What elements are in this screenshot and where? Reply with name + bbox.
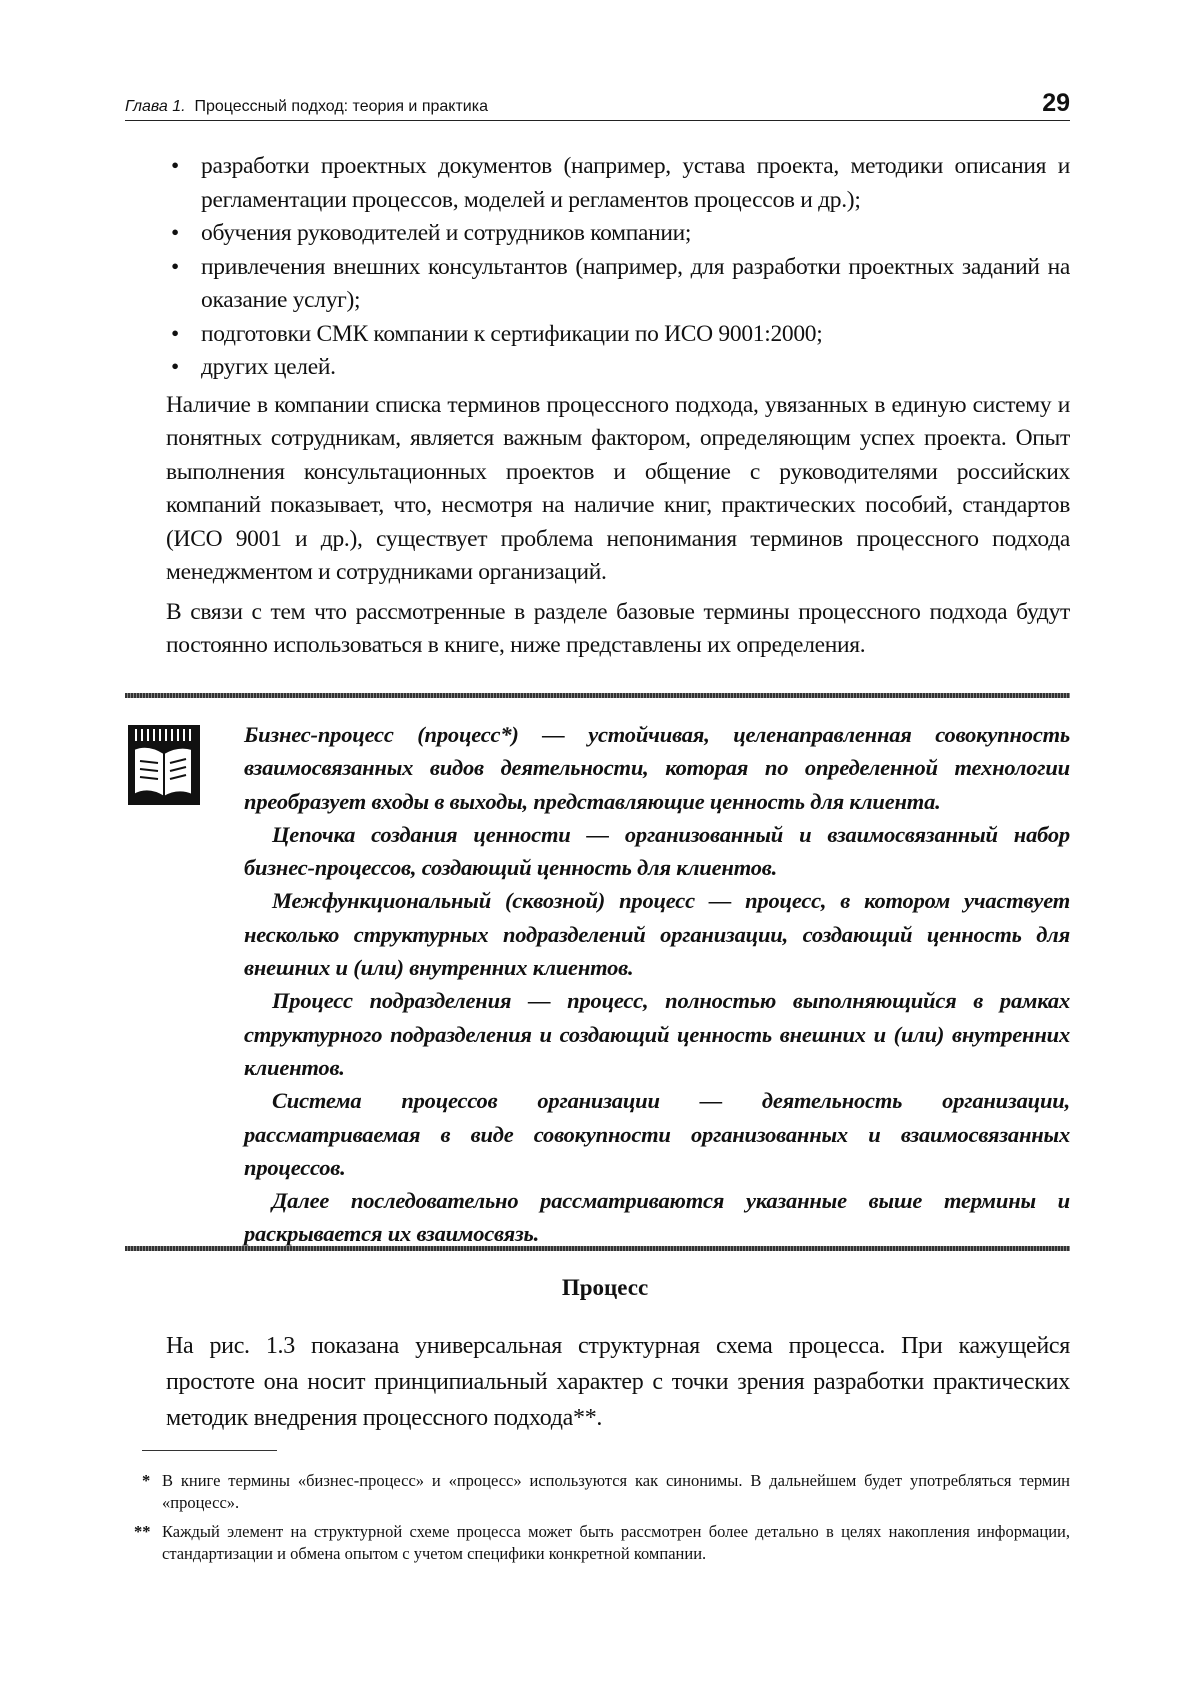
section-paragraph xyxy=(166,1328,1070,1436)
paragraph: В связи с тем что рассмотренные в разделе базовые термины процессного подхода будут постоянно использоваться в книге, ниже представлены их определения. xyxy=(166,598,1070,658)
book-icon xyxy=(128,725,200,805)
footnote-mark: * xyxy=(142,1471,151,1490)
list-item: • других целей. xyxy=(166,351,1070,385)
page-number: 29 xyxy=(1042,89,1070,117)
definition-process-system: Система процессов организации — деятельность организации, рассматриваемая в виде совокупности организованных и взаимосвязанных процессов. xyxy=(244,1088,1070,1180)
paragraph: На рис. 1.3 показана универсальная структурная схема процесса. При кажущейся простоте она носит принципиальный характер с точки зрения разработки практических методик внедрения процессного подхода**. xyxy=(166,1333,1070,1431)
box-bottom-rule xyxy=(125,1246,1070,1251)
list-item: • привлечения внешних консультантов (например, для разработки проектных заданий на оказание услуг); xyxy=(166,251,1070,318)
chapter-label: Глава 1. xyxy=(125,98,186,115)
definitions-closing: Далее последовательно рассматриваются указанные выше термины и раскрывается их взаимосвязь. xyxy=(244,1188,1070,1247)
definition-business-process: Бизнес-процесс (процесс*) — устойчивая, целенаправленная совокупность взаимосвязанных видов деятельности, которая по определенной технологии преобразует входы в выходы, представляющие ценность для клиента. xyxy=(244,722,1070,814)
footnote xyxy=(142,1470,1070,1514)
list-item: • подготовки СМК компании к сертификации по ИСО 9001:2000; xyxy=(166,318,1070,352)
footnote-rule xyxy=(142,1450,277,1451)
list-item: • разработки проектных документов (например, устава проекта, методики описания и регламентации процессов, моделей и регламентов процессов и др.); xyxy=(166,150,1070,217)
footnote-text: Каждый элемент на структурной схеме процесса может быть рассмотрен более детально в целях накопления информации, стандартизации и обмена опытом с учетом специфики конкретной компании. xyxy=(162,1522,1070,1563)
footnote xyxy=(134,1521,1070,1565)
running-header xyxy=(125,90,1070,121)
definitions-box xyxy=(244,718,1070,1251)
section-heading: Процесс xyxy=(561,1275,649,1300)
box-top-rule xyxy=(125,693,1070,698)
footnote-text: В книге термины «бизнес-процесс» и «процесс» используются как синонимы. В дальнейшем будет употребляться термин «процесс». xyxy=(162,1471,1070,1512)
paragraph: Наличие в компании списка терминов процессного подхода, увязанных в единую систему и понятных сотрудникам, является важным фактором, определяющим успех проекта. Опыт выполнения консультационных проектов и общение с руководителями российских компаний показывает, что, несмотря на наличие книг, практических пособий, стандартов (ИСО 9001 и др.), существует проблема непонимания терминов процессного подхода менеджментом и сотрудниками организаций. xyxy=(166,391,1070,585)
list-item: • обучения руководителей и сотрудников компании; xyxy=(166,217,1070,251)
chapter-title: Процессный подход: теория и практика xyxy=(194,98,488,115)
definition-department-process: Процесс подразделения — процесс, полностью выполняющийся в рамках структурного подразделения и создающий ценность внешних и (или) внутренних клиентов. xyxy=(244,988,1070,1080)
bullet-list xyxy=(166,150,1070,385)
footnote-mark: ** xyxy=(134,1522,151,1541)
definition-value-chain: Цепочка создания ценности — организованный и взаимосвязанный набор бизнес-процессов, создающий ценность для клиентов. xyxy=(244,821,1070,881)
bullet-list-block xyxy=(166,150,1070,663)
definition-cross-functional-process: Межфункциональный (сквозной) процесс — процесс, в котором участвует несколько структурных подразделений организации, создающий ценность для внешних и (или) внутренних клиентов. xyxy=(244,888,1070,981)
